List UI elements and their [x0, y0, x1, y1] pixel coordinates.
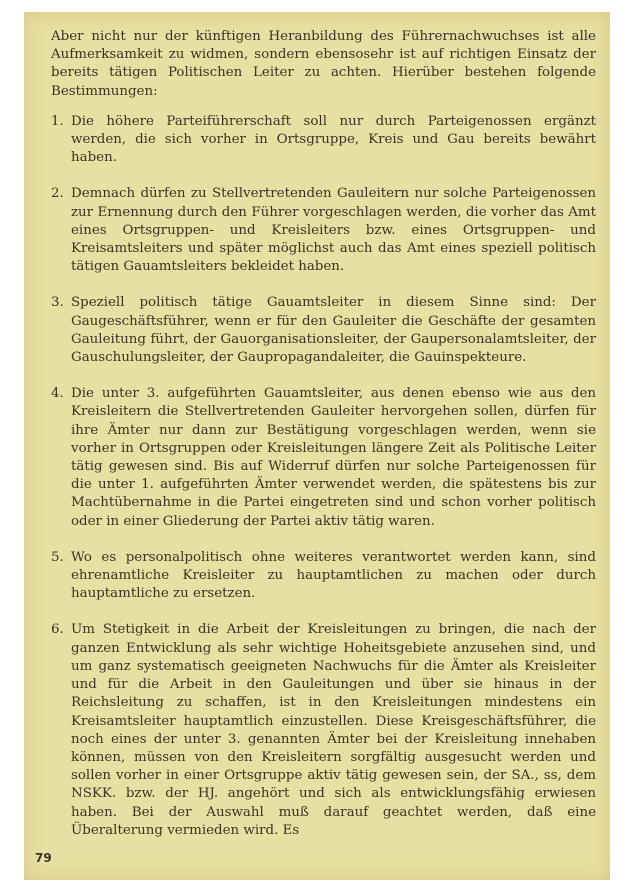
list-item	[51, 621, 596, 839]
list-item	[51, 294, 596, 367]
item-number: 6.	[51, 622, 64, 638]
item-text: Die unter 3. aufgeführten Gauamtsleiter, aus denen ebenso wie aus den Kreisleitern die Stellvertretenden Gauleiter hervorgehen sollen, dürfen für ihre Ämter nur dann zur Bestätigung vorgeschlagen werden, wenn sie vorher in Ortsgruppen oder Kreisleitungen längere Zeit als Politische Leiter tätig gewesen sind. Bis auf Widerruf dürfen nur solche Parteigenossen für die unter 1. aufgeführten Ämter verwendet werden, die spätestens bis zur Machtübernahme in die Partei eingetreten sind und schon vorher politisch oder in einer Gliederung der Partei aktiv tätig waren.	[71, 386, 596, 529]
item-text: Wo es personalpolitisch ohne weiteres verantwortet werden kann, sind ehrenamtliche Kreisleiter zu hauptamtlichen zu machen oder durch hauptamtliche zu ersetzen.	[71, 549, 596, 602]
item-number: 4.	[51, 386, 64, 402]
list-item	[51, 385, 596, 531]
list-item	[51, 549, 596, 604]
intro-paragraph: Aber nicht nur der künftigen Heranbildung des Führernachwuchses ist alle Aufmerksamkeit zu widmen, sondern ebensosehr ist auf richtigen Einsatz der bereits tätigen Politischen Leiter zu achten. Hierüber bestehen folgende Bestimmungen:	[51, 29, 596, 99]
page-body	[51, 28, 596, 858]
item-text: Um Stetigkeit in die Arbeit der Kreisleitungen zu bringen, die nach der ganzen Entwicklung als sehr wichtige Hoheitsgebiete anzusehen sind, und um ganz systematisch geeigneten Nachwuchs für die Ämter als Kreisleiter und für die Arbeit in den Gauleitungen und über sie hinaus in der Reichsleitung zu schaffen, ist in den Kreisleitungen mindestens ein Kreisamtsleiter hauptamtlich einzustellen. Diese Kreisgeschäftsführer, die noch eines der unter 3. genannten Ämter bei der Kreisleitung innehaben können, müssen von den Kreisleitern sorgfältig ausgesucht werden und sollen vorher in einer Ortsgruppe aktiv tätig gewesen sein, der SA., ss, dem NSKK. bzw. der HJ. angehört und sich als entwicklungsfähig erwiesen haben. Bei der Auswahl muß darauf geachtet werden, daß eine Überalterung vermieden wird. Es	[71, 622, 596, 838]
item-number: 5.	[51, 549, 64, 565]
item-text: Speziell politisch tätige Gauamtsleiter in diesem Sinne sind: Der Gaugeschäftsführer, wenn er für den Gauleiter die Geschäfte der gesamten Gauleitung führt, der Gauorganisationsleiter, der Gaupersonalamtsleiter, der Gauschulungsleiter, der Gaupropagandaleiter, die Gauinspekteure.	[71, 295, 596, 366]
item-number: 2.	[51, 186, 64, 202]
list-item	[51, 113, 596, 168]
item-text: Demnach dürfen zu Stellvertretenden Gauleitern nur solche Parteigenossen zur Ernennung durch den Führer vorgeschlagen werden, die vorher das Amt eines Ortsgruppen- und Kreisleiters bzw. eines Ortsgruppen- und Kreisamtsleiters und später möglichst auch das Amt eines speziell politisch tätigen Gauamtsleiters bekleidet haben.	[71, 186, 596, 275]
document-page	[24, 12, 610, 880]
list-item	[51, 185, 596, 276]
page-number: 79	[35, 851, 52, 865]
regulations-list	[51, 113, 596, 840]
item-number: 3.	[51, 295, 64, 311]
item-text: Die höhere Parteiführerschaft soll nur durch Parteigenossen ergänzt werden, die sich vorher in Ortsgruppe, Kreis und Gau bereits bewährt haben.	[71, 113, 596, 166]
item-number: 1.	[51, 113, 64, 129]
